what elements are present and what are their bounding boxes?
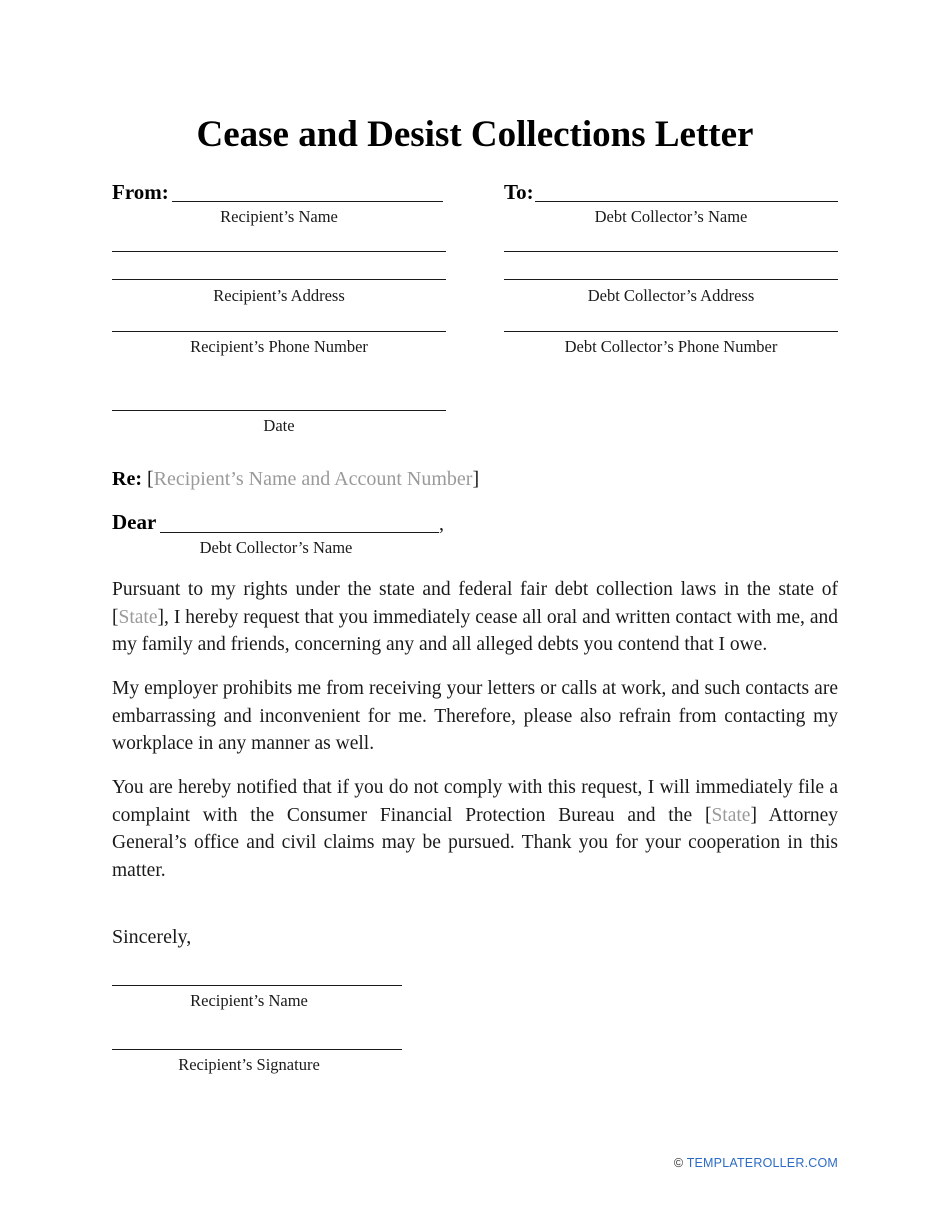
re-close-bracket: ] — [472, 468, 480, 490]
re-label: Re: — [112, 468, 142, 490]
footer-brand[interactable] — [674, 1155, 838, 1171]
body-paragraph-1 — [112, 576, 838, 659]
closing-sincerely: Sincerely, — [112, 926, 192, 948]
p3-open-bracket: [ — [704, 804, 712, 826]
p3-text-before: You are hereby notified that if you do not comply with this request, I will immediately file a complaint with the Consumer Financial Protection Bureau and the — [112, 777, 838, 826]
to-address-line-2[interactable] — [504, 279, 838, 280]
closing-name-line[interactable] — [112, 985, 402, 986]
date-line[interactable] — [112, 410, 446, 411]
from-phone-line[interactable] — [112, 331, 446, 332]
p3-state-placeholder[interactable]: State — [711, 804, 751, 826]
p3-close-bracket: ] — [750, 804, 757, 826]
p1-close-bracket: ] — [157, 606, 164, 628]
re-line — [112, 467, 479, 491]
to-address-caption: Debt Collector’s Address — [587, 286, 755, 305]
signature-line[interactable] — [112, 1049, 402, 1050]
to-address-line-1[interactable] — [504, 251, 838, 252]
p1-text-after: , I hereby request that you immediately cease all oral and written contact with me, and my family and friends, concerning any and all alleged debts you contend that I owe. — [112, 606, 838, 656]
re-open-bracket: [ — [146, 468, 154, 490]
from-name-caption: Recipient’s Name — [220, 207, 338, 226]
from-label: From: — [112, 180, 169, 204]
to-phone-line[interactable] — [504, 331, 838, 332]
from-address-line-1[interactable] — [112, 251, 446, 252]
body-paragraph-2: My employer prohibits me from receiving your letters or calls at work, and such contacts are embarrassing and inconvenient for me. Therefore, please also refrain from contacting my workplace in any manner as well. — [112, 678, 838, 755]
from-phone-caption: Recipient’s Phone Number — [190, 337, 368, 356]
salutation-caption: Debt Collector’s Name — [199, 538, 353, 557]
from-address-line-2[interactable] — [112, 279, 446, 280]
document-title: Cease and Desist Collections Letter — [196, 114, 754, 155]
copyright-icon: © — [673, 1156, 684, 1170]
salutation-comma: , — [439, 513, 444, 535]
p1-state-placeholder[interactable]: State — [118, 606, 158, 628]
body-paragraph-3 — [112, 774, 838, 884]
salutation-label: Dear — [112, 510, 157, 534]
date-caption: Date — [263, 416, 295, 435]
salutation-name-line[interactable] — [160, 532, 439, 533]
to-phone-caption: Debt Collector’s Phone Number — [564, 337, 778, 356]
from-address-caption: Recipient’s Address — [213, 286, 345, 305]
to-label: To: — [504, 180, 534, 204]
from-name-line[interactable] — [172, 201, 443, 202]
footer-brand-link[interactable]: TEMPLATEROLLER.COM — [686, 1156, 838, 1170]
to-name-caption: Debt Collector’s Name — [594, 207, 748, 226]
p1-open-bracket: [ — [112, 606, 119, 628]
closing-name-caption: Recipient’s Name — [190, 991, 308, 1010]
signature-caption: Recipient’s Signature — [178, 1055, 320, 1074]
p1-text-before: Pursuant to my rights under the state and federal fair debt collection laws in the state of — [112, 579, 838, 600]
p3-text-after: Attorney General’s office and civil claims may be pursued. Thank you for your cooperation in this matter. — [112, 804, 838, 881]
re-placeholder[interactable]: Recipient’s Name and Account Number — [153, 468, 473, 490]
to-name-line[interactable] — [535, 201, 838, 202]
